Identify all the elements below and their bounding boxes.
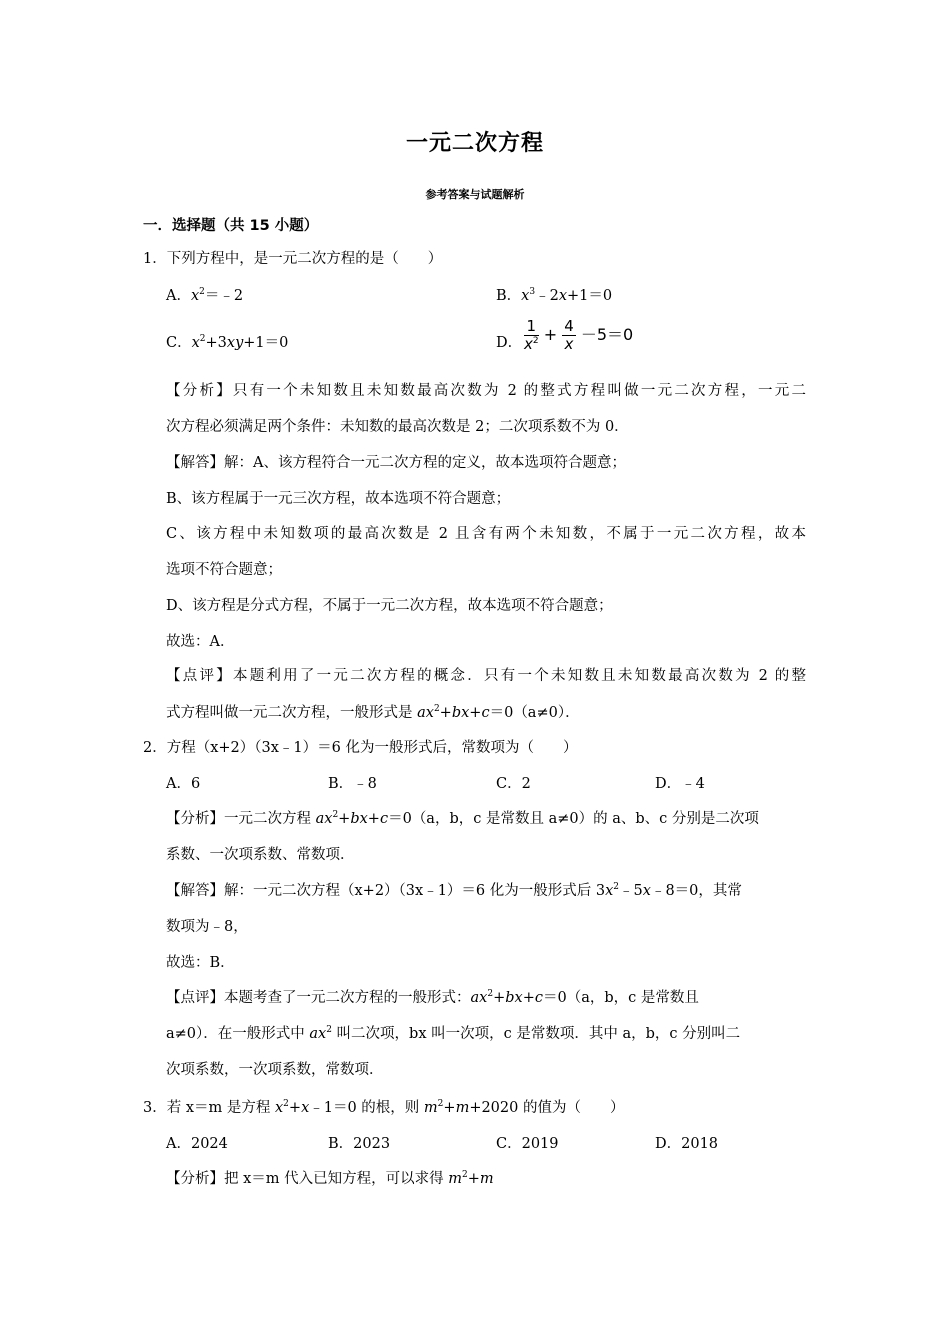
q2-comment-line-1: 【点评】本题考查了一元二次方程的一般形式：$ax^2+bx+c=0(a$，b，c 是常数且 [166, 989, 699, 1006]
q1-option-d-label: D． [496, 335, 523, 351]
q3-stem: 3．若 x＝m 是方程 $x^2+x﹣1=0$ 的根，则 $m^2+m+2020$ 的值为（ ） [143, 1099, 625, 1116]
q2-analysis-line-1: 【分析】一元二次方程 $ax^2+bx+c=0(a$，b，c 是常数且 a≠0）的 a、b、c 分别是二次项 [166, 810, 759, 827]
page-subtitle: 参考答案与试题解析 [425, 188, 525, 201]
q1-answer-line-1: 【解答】解：A、该方程符合一元二次方程的定义，故本选项符合题意； [166, 455, 626, 471]
q2-option-a: A．6 [166, 776, 201, 792]
q2-comment-line-3: 次项系数，一次项系数，常数项． [166, 1062, 384, 1078]
q1-choice: 故选：A． [166, 634, 235, 650]
q2-stem: 2．方程（x+2）（3x﹣1）＝6 化为一般形式后，常数项为（ ） [143, 740, 578, 756]
q2-option-d: D．﹣4 [655, 776, 705, 792]
q2-answer-line-2: 数项为﹣8， [166, 919, 248, 935]
q1-option-c: C．$x^2+3xy+1=0$ [166, 334, 289, 351]
q3-analysis-line-1: 【分析】把 x＝m 代入已知方程，可以求得 $m^2+m$ [166, 1170, 494, 1187]
q1-option-d-formula: $\frac{1}{x^2}$ + $\frac{4}{x}$ －5＝0 [524, 317, 634, 353]
q1-answer-line-3: C、该方程中未知数项的最高次数是 2 且含有两个未知数，不属于一元二次方程，故本 [166, 526, 806, 542]
page-title: 一元二次方程 [405, 131, 544, 156]
q1-answer-line-2: B、该方程属于一元三次方程，故本选项不符合题意； [166, 491, 511, 507]
q1-analysis-line-2: 次方程必须满足两个条件：未知数的最高次数是 2；二次项系数不为 0． [166, 419, 629, 435]
q2-answer-line-1: 【解答】解：一元二次方程（x+2）（3x﹣1）＝6 化为一般形式后 $3x^2﹣5x﹣8=0$，其常 [166, 882, 742, 899]
q1-answer-line-4: 选项不符合题意； [166, 562, 282, 578]
q1-stem: 1．下列方程中，是一元二次方程的是（ ） [143, 251, 443, 267]
q1-option-b: B．$x^3﹣2x+1=0$ [496, 287, 613, 304]
q3-option-d: D．2018 [655, 1136, 719, 1152]
q1-comment-line-2: 式方程叫做一元二次方程，一般形式是 $ax^2+bx+c=0(a\ne 0)$． [166, 704, 580, 721]
section-heading: 一．选择题（共 15 小题） [143, 218, 319, 234]
q2-option-b: B．﹣8 [328, 776, 377, 792]
q1-comment-line-1: 【点评】本题利用了一元二次方程的概念．只有一个未知数且未知数最高次数为 2 的整 [166, 668, 806, 684]
q1-answer-line-5: D、该方程是分式方程，不属于一元二次方程，故本选项不符合题意； [166, 598, 613, 614]
q2-comment-line-2: a≠0）．在一般形式中 $ax^2$ 叫二次项，bx 叫一次项，c 是常数项．其中 a，b，c 分别叫二 [166, 1025, 741, 1042]
q3-option-a: A．2024 [166, 1136, 228, 1152]
q3-option-b: B．2023 [328, 1136, 391, 1152]
q2-analysis-line-2: 系数、一次项系数、常数项． [166, 847, 355, 863]
q1-option-a: A．$x^2=﹣2$ [166, 287, 244, 304]
q2-option-c: C．2 [496, 776, 531, 792]
q1-analysis-line-1: 【分析】只有一个未知数且未知数最高次数为 2 的整式方程叫做一元二次方程，一元二 [166, 383, 806, 399]
q3-option-c: C．2019 [496, 1136, 559, 1152]
q2-choice: 故选：B． [166, 955, 235, 971]
